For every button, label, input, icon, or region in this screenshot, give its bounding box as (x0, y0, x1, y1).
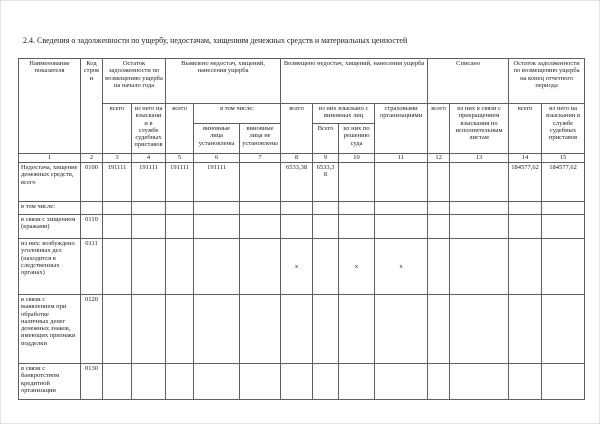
header-written-off-total: всего (428, 104, 450, 154)
cell-value (428, 239, 450, 295)
header-opening-balance-group: Остаток задолженности по возмещению ущерба на начало года (103, 59, 166, 104)
table-row (19, 215, 585, 239)
cell-value (240, 239, 281, 295)
cell-value (450, 239, 509, 295)
column-number: 12 (428, 154, 450, 163)
cell-value (542, 295, 585, 364)
cell-value (313, 202, 339, 215)
debt-report-table (18, 58, 585, 400)
header-written-off-group: Списано (428, 59, 509, 104)
cell-value (194, 202, 240, 215)
header-row-groups (19, 59, 585, 104)
section-title: 2.4. Сведения о задолженности по ущербу, недостачам, хищениям денежных средств и материальных ценностей (23, 36, 408, 45)
column-number: 13 (450, 154, 509, 163)
cell-value (240, 364, 281, 400)
cell-value (313, 215, 339, 239)
cell-value (166, 364, 194, 400)
column-number: 2 (81, 154, 103, 163)
cell-value (240, 295, 281, 364)
header-row-sub1 (19, 104, 585, 124)
cell-value (542, 215, 585, 239)
header-opening-bailiffs: из него на взыскании в службе судебных приставов (132, 104, 166, 154)
cell-value (132, 364, 166, 400)
row-label: в том числе: (19, 202, 81, 215)
row-label: из них: возбуждено уголовных дел (находится в следственных органах) (19, 239, 81, 295)
cell-value: 6533,38 (281, 163, 313, 202)
column-number: 15 (542, 154, 585, 163)
cell-value: 191111 (103, 163, 132, 202)
cell-value: 184577,62 (509, 163, 542, 202)
cell-value (339, 215, 375, 239)
cell-value (194, 364, 240, 400)
cell-value (166, 215, 194, 239)
cell-value (428, 295, 450, 364)
cell-value: х (339, 239, 375, 295)
cell-value (339, 295, 375, 364)
cell-value (194, 215, 240, 239)
cell-value: 191111 (194, 163, 240, 202)
cell-value (132, 239, 166, 295)
column-number: 8 (281, 154, 313, 163)
cell-value (450, 202, 509, 215)
cell-value: 191111 (132, 163, 166, 202)
header-compensated-from-culprits: из них взыскано с виновных лиц (313, 104, 375, 124)
table-row (19, 163, 585, 202)
header-closing-balance-group: Остаток задолженности по возмещению ущерба на конец отчетного периода (509, 59, 585, 104)
column-number: 7 (240, 154, 281, 163)
row-code: 0130 (81, 364, 103, 400)
cell-value (103, 364, 132, 400)
cell-value: 184577,62 (542, 163, 585, 202)
header-row-column-numbers (19, 154, 585, 163)
header-closing-total: всего (509, 104, 542, 154)
table-row (19, 202, 585, 215)
column-number: 9 (313, 154, 339, 163)
cell-value (339, 163, 375, 202)
table-row (19, 295, 585, 364)
header-from-culprits-total: Всего (313, 124, 339, 154)
cell-value (375, 215, 428, 239)
cell-value (103, 295, 132, 364)
cell-value (240, 215, 281, 239)
row-code: 0110 (81, 215, 103, 239)
row-label: в связи с банкротством кредитной организации (19, 364, 81, 400)
cell-value (428, 202, 450, 215)
cell-value: 191111 (166, 163, 194, 202)
header-line-code: Код строки (81, 59, 103, 154)
cell-value (509, 215, 542, 239)
cell-value (375, 202, 428, 215)
cell-value (281, 215, 313, 239)
header-indicator-name: Наименование показателя (19, 59, 81, 154)
row-code: 0120 (81, 295, 103, 364)
column-number: 10 (339, 154, 375, 163)
cell-value (509, 202, 542, 215)
cell-value (194, 295, 240, 364)
row-code (81, 202, 103, 215)
cell-value (339, 364, 375, 400)
row-code: 0100 (81, 163, 103, 202)
column-number: 4 (132, 154, 166, 163)
header-culprits-found: виновные лица установлены (194, 124, 240, 154)
cell-value (240, 163, 281, 202)
cell-value (313, 295, 339, 364)
cell-value: х (375, 239, 428, 295)
cell-value (375, 163, 428, 202)
cell-value (132, 202, 166, 215)
row-label: в связи с хищением (кражами) (19, 215, 81, 239)
cell-value (428, 215, 450, 239)
cell-value (450, 215, 509, 239)
cell-value (281, 295, 313, 364)
cell-value (166, 202, 194, 215)
table-body (19, 163, 585, 400)
cell-value (194, 239, 240, 295)
cell-value (103, 215, 132, 239)
cell-value (450, 163, 509, 202)
header-identified-group: Выявлено недостач, хищений, нанесения ущерба (166, 59, 281, 104)
cell-value (313, 239, 339, 295)
cell-value (166, 239, 194, 295)
cell-value (509, 295, 542, 364)
cell-value (132, 215, 166, 239)
cell-value (428, 364, 450, 400)
row-code: 0111 (81, 239, 103, 295)
cell-value (542, 202, 585, 215)
cell-value (375, 364, 428, 400)
column-number: 11 (375, 154, 428, 163)
cell-value (281, 202, 313, 215)
row-label: в связи с выявлением при обработке наличных денег денежных знаков, имеющих признаки подделки (19, 295, 81, 364)
cell-value: х (281, 239, 313, 295)
cell-value (313, 364, 339, 400)
header-closing-bailiffs: из него на взыскании в службе судебных приставов (542, 104, 585, 154)
cell-value (428, 163, 450, 202)
cell-value (375, 295, 428, 364)
cell-value: 6533,38 (313, 163, 339, 202)
column-number: 14 (509, 154, 542, 163)
cell-value (450, 364, 509, 400)
header-compensated-insurance: страховыми организациями (375, 104, 428, 154)
column-number: 5 (166, 154, 194, 163)
cell-value (103, 239, 132, 295)
cell-value (339, 202, 375, 215)
column-number: 3 (103, 154, 132, 163)
header-compensated-total: всего (281, 104, 313, 154)
cell-value (281, 364, 313, 400)
cell-value (542, 239, 585, 295)
header-written-off-enforcement: из них в связи с прекращением взыскания по исполнительным листам (450, 104, 509, 154)
cell-value (132, 295, 166, 364)
header-culprits-not-found: виновные лица не установлены (240, 124, 281, 154)
table-row (19, 239, 585, 295)
cell-value (542, 364, 585, 400)
header-identified-including: в том числе: (194, 104, 281, 124)
cell-value (509, 364, 542, 400)
column-number: 6 (194, 154, 240, 163)
header-opening-total: всего (103, 104, 132, 154)
header-by-court: из них по решению суда (339, 124, 375, 154)
cell-value (509, 239, 542, 295)
cell-value (450, 295, 509, 364)
table-row (19, 364, 585, 400)
header-compensated-group: Возмещено недостач, хищений, нанесения ущерба (281, 59, 428, 104)
cell-value (166, 295, 194, 364)
cell-value (103, 202, 132, 215)
cell-value (240, 202, 281, 215)
column-number: 1 (19, 154, 81, 163)
row-label: Недостача, хищение денежных средств, всего (19, 163, 81, 202)
table-header (19, 59, 585, 163)
header-identified-total: всего (166, 104, 194, 154)
